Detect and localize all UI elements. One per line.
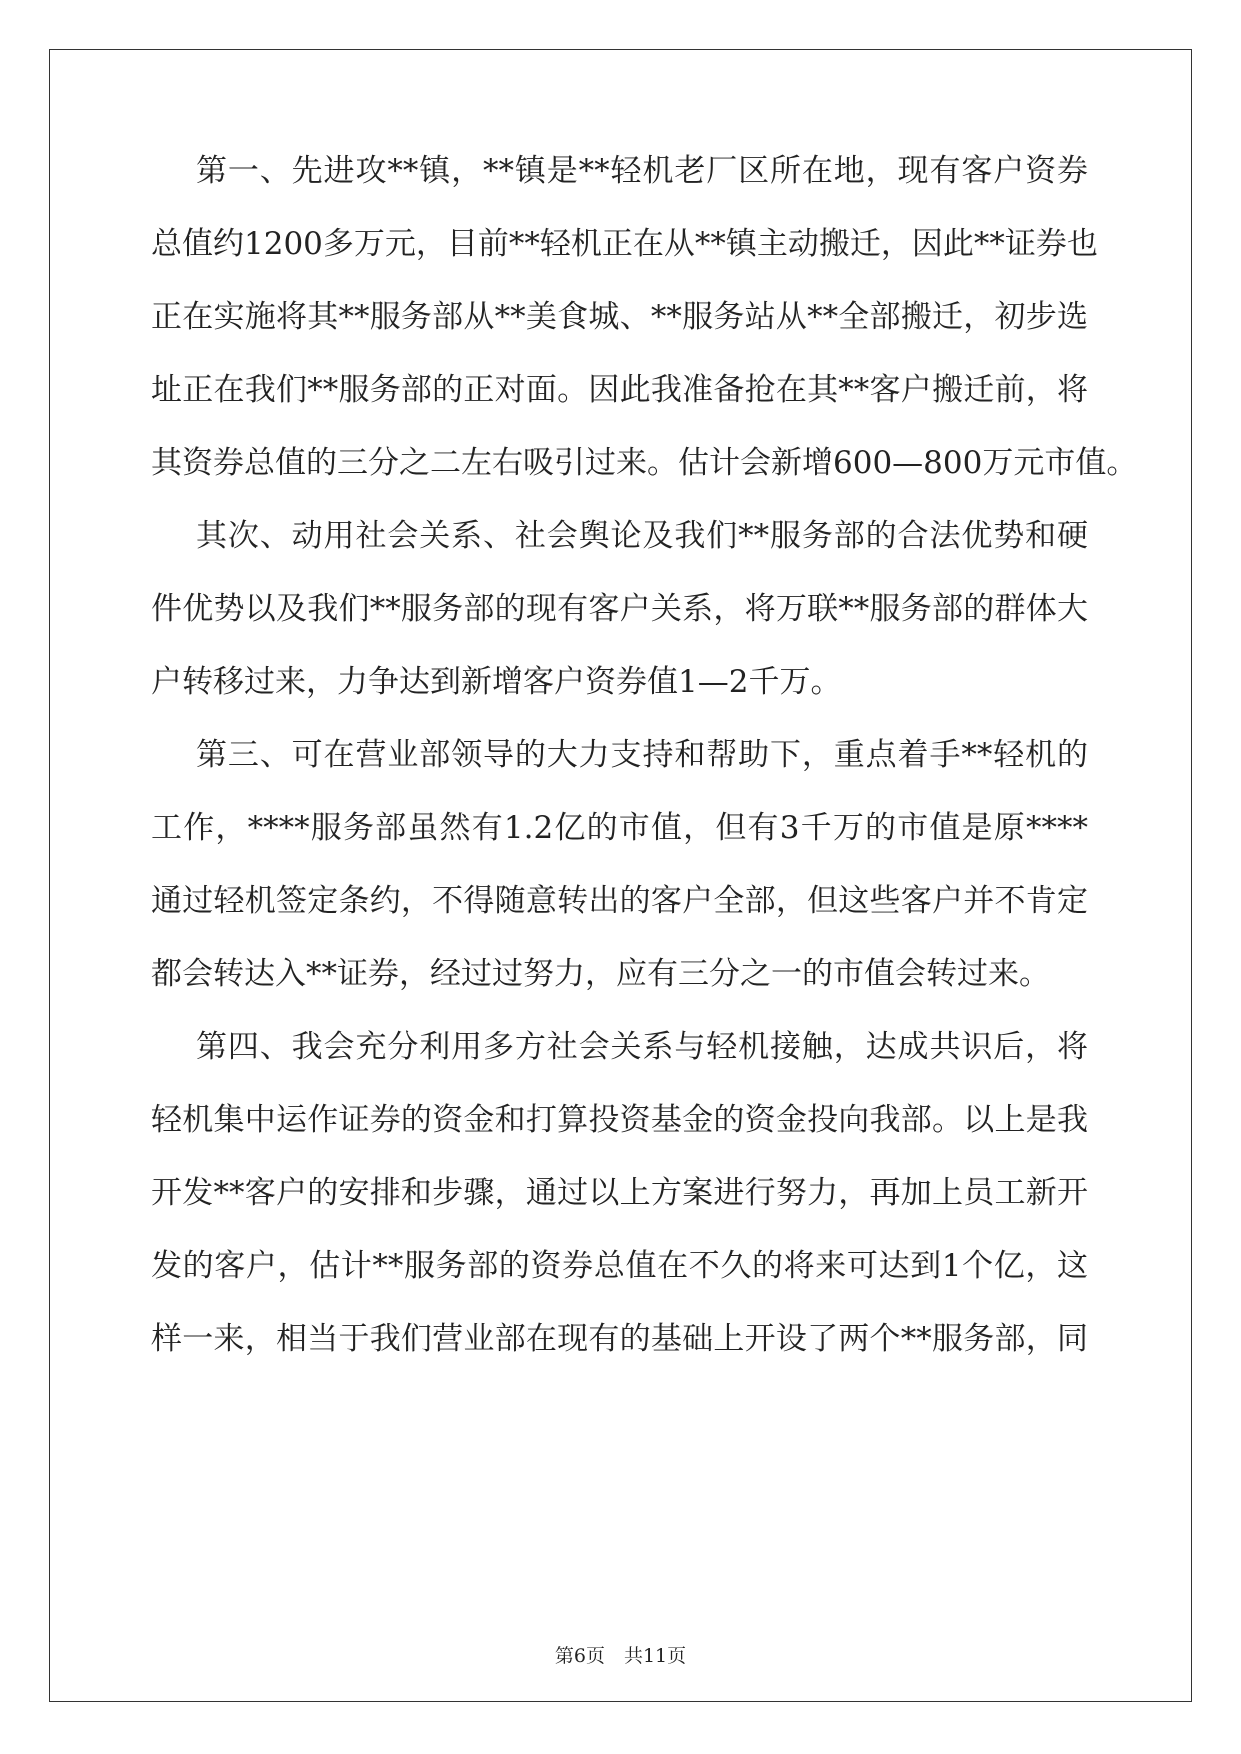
text-line: 其次、动用社会关系、社会舆论及我们**服务部的合法优势和硬	[196, 518, 1088, 554]
text-line: 址正在我们**服务部的正对面。因此我准备抢在其**客户搬迁前，将	[151, 372, 1088, 408]
page-number-footer: 第6页 共11页	[554, 1645, 687, 1667]
text-line: 发的客户，估计**服务部的资券总值在不久的将来可达到1个亿，这	[151, 1248, 1088, 1284]
text-line: 轻机集中运作证券的资金和打算投资基金的资金投向我部。以上是我	[151, 1102, 1088, 1138]
text-line: 工作，****服务部虽然有1.2亿的市值，但有3千万的市值是原****	[151, 810, 1088, 846]
text-line: 第三、可在营业部领导的大力支持和帮助下，重点着手**轻机的	[196, 737, 1088, 773]
text-line: 其资券总值的三分之二左右吸引过来。估计会新增600—800万元市值。	[151, 445, 1138, 481]
text-line: 件优势以及我们**服务部的现有客户关系，将万联**服务部的群体大	[151, 591, 1088, 627]
text-line: 通过轻机签定条约，不得随意转出的客户全部，但这些客户并不肯定	[151, 883, 1088, 919]
text-line: 总值约1200多万元，目前**轻机正在从**镇主动搬迁，因此**证券也	[151, 226, 1098, 262]
text-line: 都会转达入**证券，经过过努力，应有三分之一的市值会转过来。	[151, 956, 1050, 992]
text-line: 样一来，相当于我们营业部在现有的基础上开设了两个**服务部，同	[151, 1321, 1088, 1357]
text-line: 第四、我会充分利用多方社会关系与轻机接触，达成共识后，将	[196, 1029, 1088, 1065]
text-line: 户转移过来，力争达到新增客户资券值1—2千万。	[151, 664, 842, 700]
text-line: 第一、先进攻**镇，**镇是**轻机老厂区所在地，现有客户资券	[196, 153, 1088, 189]
text-line: 正在实施将其**服务部从**美食城、**服务站从**全部搬迁，初步选	[151, 299, 1088, 335]
text-line: 开发**客户的安排和步骤，通过以上方案进行努力，再加上员工新开	[151, 1175, 1088, 1211]
